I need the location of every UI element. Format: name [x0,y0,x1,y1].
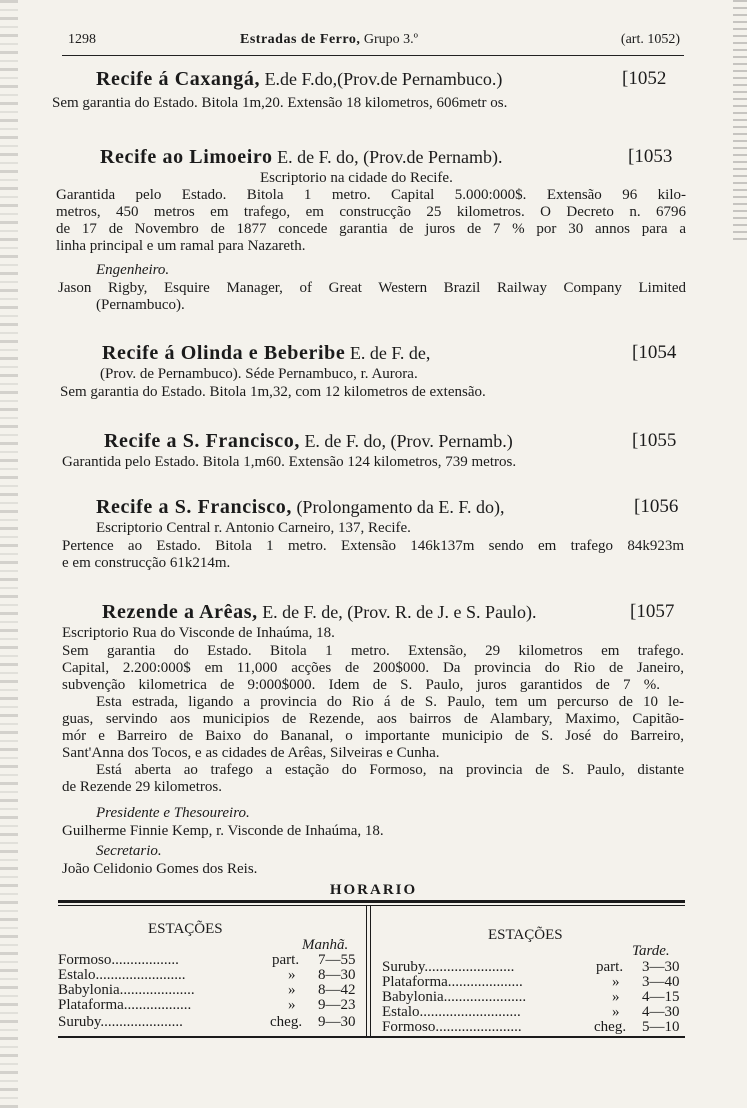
entry-text-line: subvenção kilometrica de 9:000$000. Idem de S. Paulo, juros garantidos de 7 %. [62,677,660,693]
timetable-title: HORARIO [329,882,418,898]
entry-text-line: Sem garantia do Estado. Bitola 1m,32, com 12 kilometros de extensão. [60,384,486,400]
entry-text-line: Sem garantia do Estado. Bitola 1 metro. Extensão, 29 kilometros em trafego. [62,643,684,659]
period-label: Manhã. [302,937,349,953]
station-name: Babylonia...................... [382,989,527,1005]
entry-office: Escriptorio Rua do Visconde de Inhaúma, 18. [62,625,335,641]
entry-text-line: Garantida pelo Estado. Bitola 1 metro. Capital 5.000:000$. Extensão 96 kilo- [56,187,686,203]
entry-text-line: de Rezende 29 kilometros. [62,779,222,795]
departure-tag: part. [596,959,624,975]
entry-office: Escriptorio Central r. Antonio Carneiro, 137, Recife. [96,520,411,536]
station-name: Plataforma.................. [58,997,192,1013]
period-label: Tarde. [632,943,670,959]
stations-header: ESTAÇÕES [148,921,223,937]
entry-text-line: Capital, 2.200:000$ em 11,000 acções de 200$000. Da provincia do Rio de Janeiro, [62,660,684,676]
entry-person: João Celidonio Gomes dos Reis. [62,861,258,877]
timetable-rule-top-thin [58,905,685,906]
entry-text-line: Esta estrada, ligando a provincia do Rio á de S. Paulo, tem um percurso de 10 le- [96,694,684,710]
entry-office: Escriptorio na cidade do Recife. [260,170,453,186]
time: 9—23 [318,997,356,1013]
station-name: Babylonia.................... [58,982,195,998]
entry-number: [1052 [622,68,667,89]
arrival-tag: cheg. [594,1019,627,1035]
entry-text-line: guas, servindo aos municipios de Rezende, aos bairros de Alambary, Maximo, Capitão- [62,711,684,727]
timetable-divider [370,906,371,1036]
entry-title: Recife ao Limoeiro E. de F. do, (Prov.de Pernamb). [100,146,503,168]
timetable-rule-top [58,900,685,903]
entry-role: Secretario. [96,843,162,859]
entry-text-line: linha principal e um ramal para Nazareth. [56,238,306,254]
entry-text-line: de 17 de Novembro de 1877 concede garantia de juros de 7 % por 30 annos para a [56,221,686,237]
entry-role: Engenheiro. [96,262,170,278]
entry-person: (Pernambuco). [96,297,185,313]
entry-number: [1055 [632,430,677,451]
time: 4—15 [642,989,680,1005]
entry-number: [1057 [630,601,675,622]
entry-title: Rezende a Arêas, E. de F. de, (Prov. R. de J. e S. Paulo). [102,601,537,623]
article-range: (art. 1052) [620,32,680,47]
departure-tag: part. [272,952,300,968]
ditto-tag: » [612,974,620,990]
entry-text-line: Está aberta ao trafego a estação do Formoso, na provincia de S. Paulo, distante [96,762,684,778]
ditto-tag: » [288,967,296,983]
ditto-tag: » [612,989,620,1005]
station-name: Suruby...................... [58,1014,183,1030]
header-rule [62,55,684,56]
entry-text-line: mór e Barreiro de Baixo do Bananal, o importante municipio de S. José do Barreiro, [62,728,684,744]
running-title: Estradas de Ferro, Grupo 3.º [240,32,418,47]
timetable-divider [366,906,367,1036]
timetable-rule-bottom [58,1036,685,1038]
page-edge-left [0,0,18,1108]
page-number: 1298 [68,32,96,47]
entry-text-line: (Prov. de Pernambuco). Séde Pernambuco, r. Aurora. [100,366,418,382]
entry-text-line: Sem garantia do Estado. Bitola 1m,20. Extensão 18 kilometros, 606metr os. [52,95,508,111]
time: 5—10 [642,1019,680,1035]
stations-header: ESTAÇÕES [488,927,563,943]
entry-text-line: Garantida pelo Estado. Bitola 1,m60. Extensão 124 kilometros, 739 metros. [62,454,517,470]
entry-text-line: Pertence ao Estado. Bitola 1 metro. Extensão 146k137m sendo em trafego 84k923m [62,538,684,554]
entry-number: [1056 [634,496,679,517]
page-edge-right [733,0,747,240]
entry-person: Guilherme Finnie Kemp, r. Visconde de Inhaúma, 18. [62,823,384,839]
entry-title: Recife a S. Francisco, E. de F. do, (Prov. Pernamb.) [104,430,513,452]
station-name: Suruby........................ [382,959,515,975]
entry-text-line: Sant'Anna dos Tocos, e as cidades de Arêas, Silveiras e Cunha. [62,745,440,761]
station-name: Estalo........................ [58,967,186,983]
time: 7—55 [318,952,356,968]
station-name: Plataforma.................... [382,974,523,990]
station-name: Formoso.................. [58,952,179,968]
entry-title: Recife á Caxangá, E.de F.do,(Prov.de Pernambuco.) [96,68,503,90]
time: 4—30 [642,1004,680,1020]
entry-number: [1054 [632,342,677,363]
ditto-tag: » [612,1004,620,1020]
time: 8—42 [318,982,356,998]
entry-person: Jason Rigby, Esquire Manager, of Great Western Brazil Railway Company Limited [58,280,686,296]
time: 3—40 [642,974,680,990]
station-name: Estalo........................... [382,1004,521,1020]
entry-number: [1053 [628,146,673,167]
ditto-tag: » [288,997,296,1013]
time: 8—30 [318,967,356,983]
entry-title: Recife á Olinda e Beberibe E. de F. de, [102,342,431,364]
entry-text-line: metros, 450 metros em trafego, em construcção 25 kilometros. O Decreto n. 6796 [56,204,686,220]
arrival-tag: cheg. [270,1014,303,1030]
running-header [62,30,684,52]
entry-role: Presidente e Thesoureiro. [96,805,250,821]
entry-text-line: e em construcção 61k214m. [62,555,231,571]
entry-title: Recife a S. Francisco, (Prolongamento da E. F. do), [96,496,505,518]
time: 3—30 [642,959,680,975]
time: 9—30 [318,1014,356,1030]
ditto-tag: » [288,982,296,998]
station-name: Formoso....................... [382,1019,522,1035]
